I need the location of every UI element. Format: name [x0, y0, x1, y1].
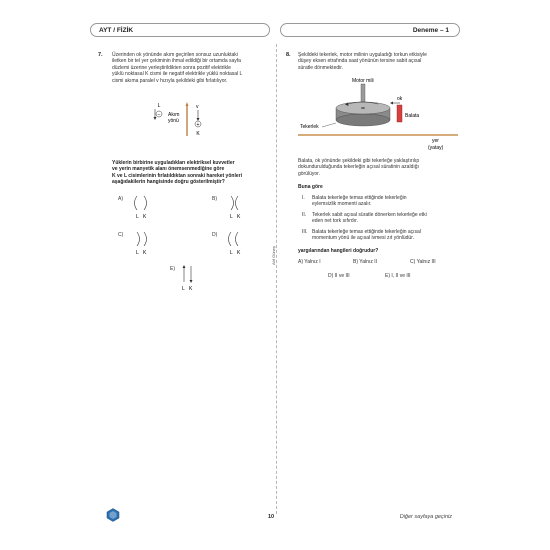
q7-option-b[interactable] — [212, 196, 241, 220]
ok-arrowhead — [390, 102, 393, 105]
label-k: K — [143, 250, 147, 256]
fig-label-v: v — [196, 104, 199, 110]
fig-brake-label: Balata — [405, 113, 420, 119]
fig-ground-sublabel: (yatay) — [428, 145, 444, 151]
fig-ok-label: ok — [397, 96, 403, 102]
fig-wheel-label: Tekerlek — [300, 124, 319, 130]
fig-motor-label: Motor mili — [352, 78, 374, 84]
exam-page — [90, 0, 460, 550]
label-l: L — [136, 250, 139, 256]
statement-ii — [302, 212, 458, 225]
q7-prompt-line: ve yerin manyetik alanı önemsenmediğine göre — [112, 166, 225, 173]
header-subject: AYT / FİZİK — [90, 23, 270, 37]
q7-line: yüklü noktasal K cismi ile negatif elektrikle yüklü noktasal L — [112, 71, 243, 78]
q7-line: iletken bir tel yer çekiminin ihmal edildiği bir ortamda sayfa — [112, 58, 241, 65]
q7-prompt-line: Yüklerin birbirine uyguladıkları elektriksel kuvvetler — [112, 160, 235, 166]
charge-l-sign: − — [157, 112, 161, 118]
q7-prompt-line: K ve L cisimlerinin fırlatıldıktan sonraki hareket yönleri — [112, 172, 242, 179]
q7-line: cismi akıma paralel v hızıyla şekildeki gibi fırlatılıyor. — [112, 77, 228, 84]
q8-option-b[interactable]: B) Yalnız II — [353, 259, 377, 265]
path-k — [144, 232, 147, 246]
path-k-arrowhead — [190, 280, 193, 283]
k-velocity-arrowhead — [197, 118, 200, 121]
statement-line: eylemsizlik momenti azalır. — [312, 201, 372, 208]
fig-label-k: K — [196, 131, 200, 137]
q7-prompt-line: aşağıdakilerin hangisinde doğru gösterilmiştir? — [112, 179, 225, 186]
option-a-paths — [131, 194, 151, 222]
page-number: 10 — [268, 514, 275, 520]
label-k: K — [237, 250, 241, 256]
q8-option-d[interactable]: D) II ve III — [328, 273, 350, 279]
statement-number: III. — [302, 229, 308, 235]
q7-option-d[interactable] — [212, 232, 241, 256]
option-label: B) — [212, 196, 217, 202]
statement-line: Balata tekerleğe temas ettiğinde tekerleğin — [312, 195, 407, 201]
question-7-figure — [150, 100, 220, 138]
q8-after-line: Balata, ok yönünde şekildeki gibi tekerleğe yaklaştırılıp — [298, 158, 420, 164]
brake-pad — [397, 105, 402, 122]
charge-k-sign: + — [196, 122, 200, 128]
statement-line: eden net tork sıfırdır. — [312, 218, 358, 225]
path-l-arrowhead — [183, 265, 186, 268]
current-arrowhead — [186, 102, 189, 106]
statement-line: momentum yönü ile açısal ivmesi zıt yönlüdür. — [312, 235, 414, 242]
statement-line: Balata tekerleğe temas ettiğinde tekerleğin açısal — [312, 229, 421, 235]
statement-line: Tekerlek sabit açısal süratle dönerken tekerleğe etki — [312, 212, 427, 218]
question-8-lead: Buna göre — [298, 184, 323, 190]
q8-line: süratle dönmektedir. — [298, 64, 344, 71]
path-l — [231, 196, 234, 210]
q7-option-e[interactable] — [170, 266, 193, 292]
q7-line: düzlemi üzerine yerleştirildikten sonra pozitif elektrikle — [112, 64, 231, 71]
wheel-pointer — [322, 123, 336, 127]
q8-after-line: görülüyor. — [298, 170, 320, 177]
q8-option-c[interactable]: C) Yalnız III — [410, 259, 436, 265]
question-7-prompt — [112, 160, 277, 186]
option-label: C) — [118, 232, 124, 238]
label-l: L — [230, 214, 233, 220]
question-8-context — [298, 158, 458, 177]
label-k: K — [189, 286, 193, 292]
fig-current-direction: yönü — [168, 118, 179, 124]
statement-number: II. — [302, 212, 307, 218]
q8-option-e[interactable]: E) I, II ve III — [385, 273, 411, 279]
path-l — [229, 232, 232, 246]
path-k — [144, 196, 147, 210]
q8-line: Şekildeki tekerlek, motor milinin uyguladığı torkun etkisiyle — [298, 52, 427, 58]
l-velocity-arrowhead — [154, 117, 157, 120]
label-k: K — [143, 214, 147, 220]
fig-ground-label: yer — [432, 138, 439, 144]
path-l — [137, 232, 140, 246]
statement-i — [302, 195, 458, 208]
column-divider — [276, 44, 277, 514]
question-8-figure — [298, 74, 458, 152]
q8-option-a[interactable]: A) Yalnız I — [298, 259, 321, 265]
question-7-stem — [112, 52, 272, 84]
q7-line: Üzerinden ok yönünde akım geçirilen sonsuz uzunluktaki — [112, 52, 238, 58]
option-label: E) — [170, 266, 175, 272]
fig-current-label: Akım — [168, 112, 180, 118]
question-8-number: 8. — [286, 52, 291, 58]
label-l: L — [182, 286, 185, 292]
author-credit: Atıf Güneş — [271, 246, 276, 265]
shaft-top — [361, 107, 365, 109]
path-l — [135, 196, 138, 210]
q8-line: düşey eksen etrafında saat yönünün tersine sabit açısal — [298, 58, 422, 65]
fig-label-l: L — [157, 103, 161, 109]
question-8-stem — [298, 52, 458, 71]
path-k — [236, 196, 239, 210]
label-l: L — [136, 214, 139, 220]
label-k: K — [237, 214, 241, 220]
wheel-bottom — [336, 114, 390, 126]
option-label: A) — [118, 196, 123, 202]
statement-number: I. — [302, 195, 305, 201]
next-page-note: Diğer sayfaya geçiniz — [399, 514, 452, 520]
option-c-paths — [131, 230, 151, 258]
statement-iii — [302, 229, 458, 242]
header-exam-title: Deneme – 1 — [280, 23, 460, 37]
q8-after-line: dokundurulduğunda tekerleğin açısal süratinin azaldığı — [298, 164, 419, 171]
question-8-prompt: yargılarından hangileri doğrudur? — [298, 248, 379, 254]
question-7-number: 7. — [98, 52, 103, 58]
q7-option-c[interactable] — [118, 232, 147, 256]
option-e-paths — [178, 264, 198, 294]
publisher-logo-icon — [106, 508, 120, 522]
option-d-paths — [225, 230, 245, 258]
q7-option-a[interactable] — [118, 196, 147, 220]
label-l: L — [230, 250, 233, 256]
option-b-paths — [225, 194, 245, 222]
path-k — [236, 232, 239, 246]
option-label: D) — [212, 232, 218, 238]
